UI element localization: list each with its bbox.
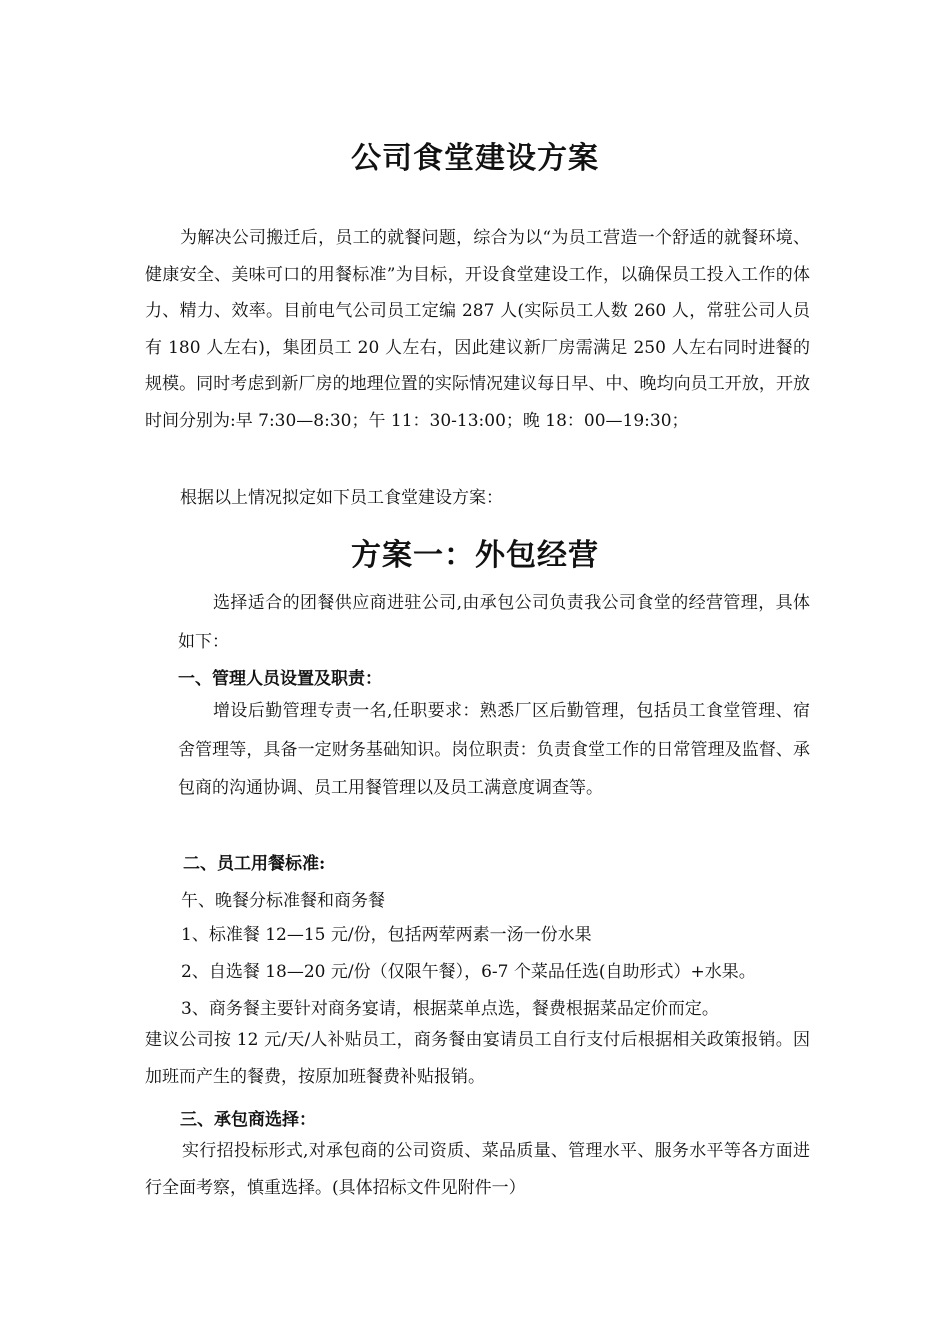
basis-paragraph: 根据以上情况拟定如下员工食堂建设方案： [180,488,503,508]
plan-one-title: 方案一：外包经营 [351,538,599,573]
subsidy-paragraph: 建议公司按 12 元/天/人补贴员工，商务餐由宴请员工自行支付后根据相关政策报销。因加班而产生的餐费，按原加班餐费补贴报销。 [145,1030,810,1087]
section-heading-contractor: 三、承包商选择： [180,1110,316,1130]
section-heading-management: 一、管理人员设置及职责： [178,669,382,689]
meal-item-business: 3、商务餐主要针对商务宴请，根据菜单点选，餐费根据菜品定价而定。 [181,999,719,1019]
meal-item-standard: 1、标准餐 12—15 元/份，包括两荤两素一汤一份水果 [181,925,592,945]
intro-paragraph: 为解决公司搬迁后，员工的就餐问题，综合为以“为员工营造一个舒适的就餐环境、健康安全、美味可口的用餐标准”为目标，开设食堂建设工作，以确保员工投入工作的体力、精力、效率。目前电气公司员工定编 287 人(实际员工人数 260 人，常驻公司人员有 180 人左右)，集团员工 20 人左右，因此建议新厂房需满足 250 人左右同时进餐的规模。同时考虑到新厂房的地理位置的实际情况建议每日早、中、晚均向员工开放，开放时间分别为:早 7:30—8:30；午 11：30-13:00；晚 18：00—19:30； [145,228,810,431]
plan-one-intro-paragraph: 选择适合的团餐供应商进驻公司,由承包公司负责我公司食堂的经营管理，具体如下： [178,593,810,652]
contractor-selection-paragraph: 实行招投标形式,对承包商的公司资质、菜品质量、管理水平、服务水平等各方面进行全面考察，慎重选择。(具体招标文件见附件一） [145,1141,810,1198]
meal-standard-intro: 午、晚餐分标准餐和商务餐 [181,891,385,911]
document-title: 公司食堂建设方案 [351,141,599,176]
section-heading-meal-standard: 二、员工用餐标准: [183,854,326,874]
management-duty-paragraph: 增设后勤管理专责一名,任职要求：熟悉厂区后勤管理，包括员工食堂管理、宿舍管理等，具备一定财务基础知识。岗位职责：负责食堂工作的日常管理及监督、承包商的沟通协调、员工用餐管理以及员工满意度调查等。 [178,701,810,798]
meal-item-optional: 2、自选餐 18—20 元/份（仅限午餐），6-7 个菜品任选(自助形式）+水果。 [181,962,756,982]
